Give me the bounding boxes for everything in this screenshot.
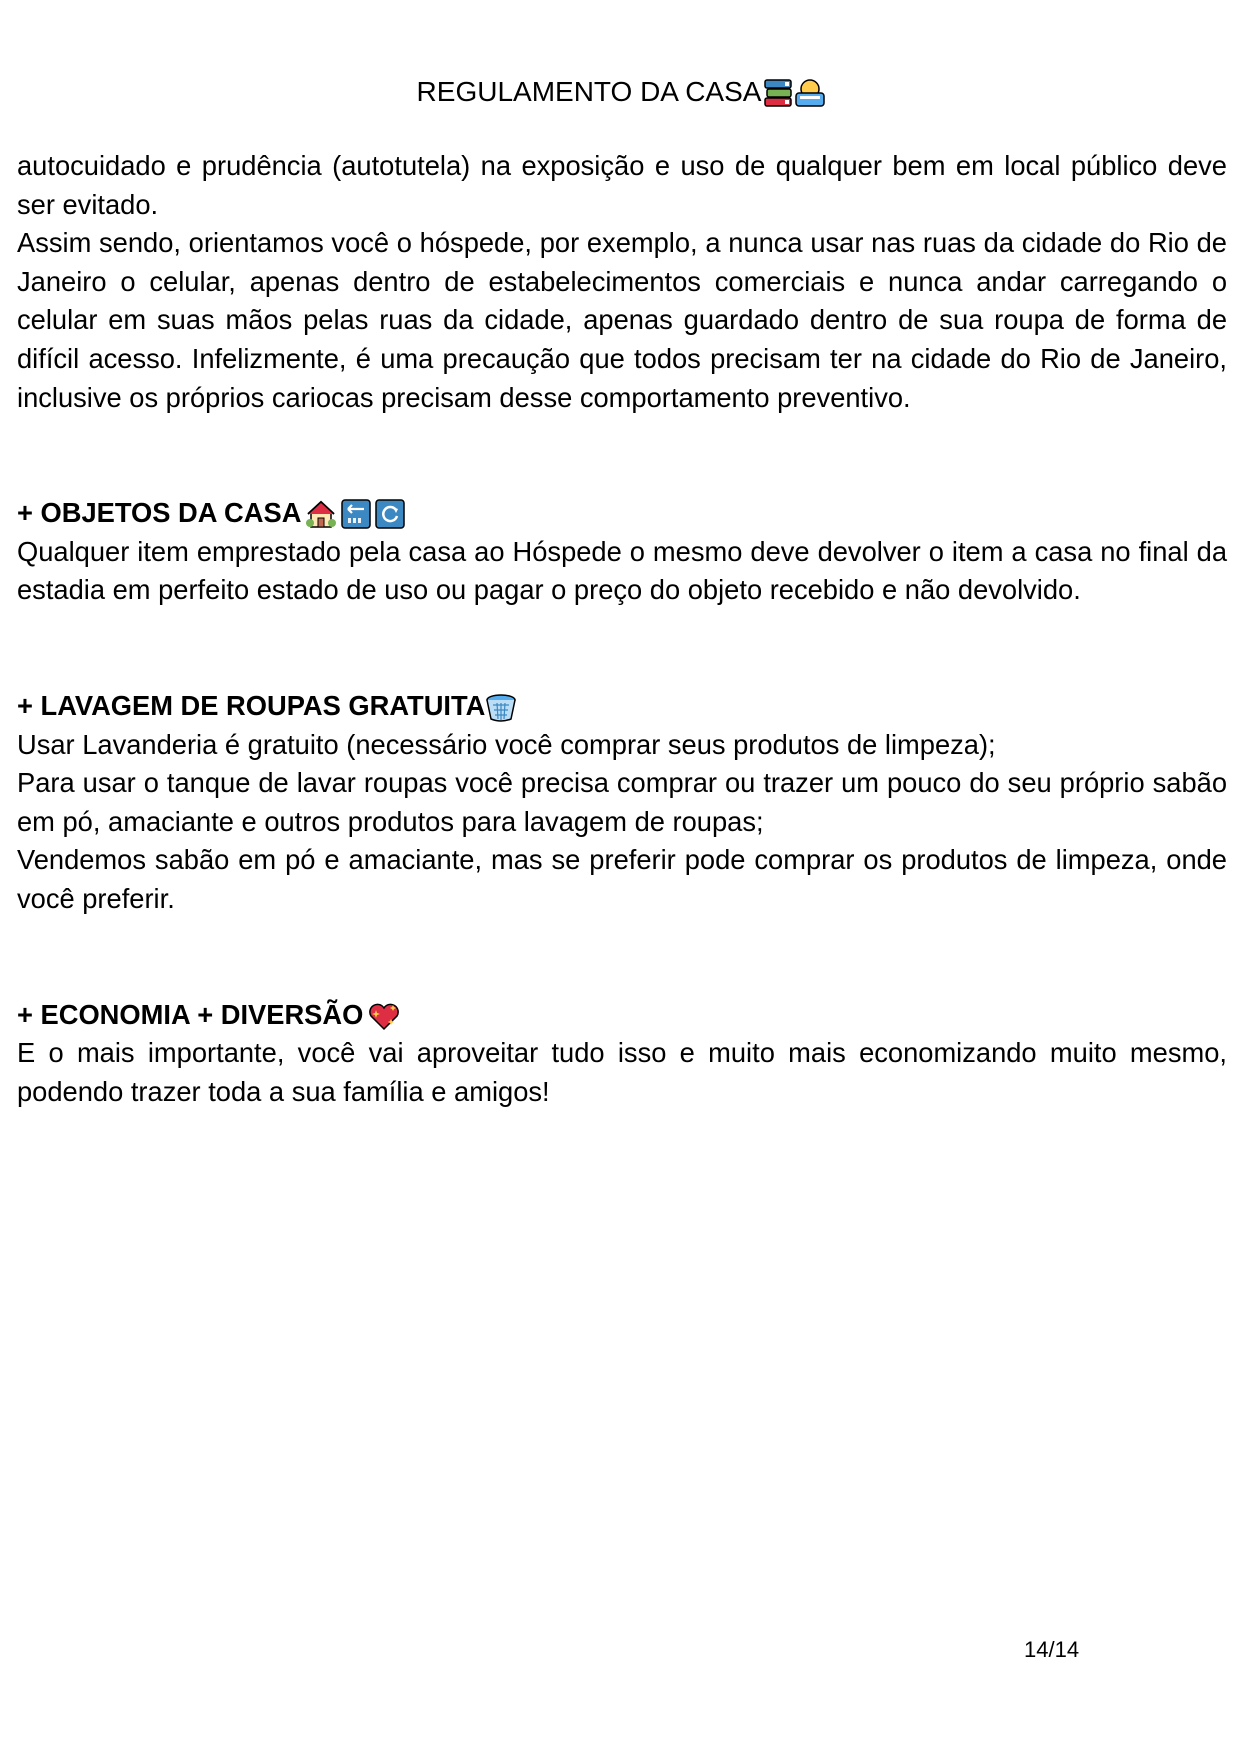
- economia-paragraph: E o mais importante, você vai aproveitar tudo isso e muito mais economizando muito mesmo, podendo trazer toda a sua família e amigos!: [17, 1037, 1227, 1107]
- laundry-basket-icon: [485, 692, 517, 722]
- refresh-icon: [375, 499, 405, 529]
- section-spacer: [17, 919, 1227, 996]
- objetos-paragraph: Qualquer item emprestado pela casa ao Hóspede o mesmo deve devolver o item a casa no final da estadia em perfeito estado de uso ou pagar o preço do objeto recebido e não devolvido.: [17, 535, 1227, 606]
- document-title: REGULAMENTO DA CASA: [416, 76, 762, 107]
- intro-paragraph-1: autocuidado e prudência (autotutela) na exposição e uso de qualquer bem em local público deve ser evitado.: [17, 150, 1227, 220]
- section-heading-objetos: [17, 494, 1227, 533]
- heading-text: + OBJETOS DA CASA: [17, 497, 302, 529]
- heading-text: + ECONOMIA + DIVERSÃO: [17, 998, 364, 1030]
- lavagem-line-3: Vendemos sabão em pó e amaciante, mas se preferir pode comprar os produtos de limpeza, onde você preferir.: [17, 844, 1227, 914]
- page-header: [0, 74, 1242, 110]
- lavagem-line-1: Usar Lavanderia é gratuito (necessário você comprar seus produtos de limpeza);: [17, 728, 996, 760]
- back-arrow-icon: [341, 499, 371, 529]
- page-number: 14/14: [1024, 1637, 1080, 1662]
- section-spacer: [17, 417, 1227, 494]
- house-garden-icon: [305, 499, 337, 529]
- document-body: [17, 147, 1227, 1111]
- lavagem-line-2: Para usar o tanque de lavar roupas você precisa comprar ou trazer um pouco do seu próprio sabão em pó, amaciante e outros produtos para lavagem de roupas;: [17, 767, 1227, 837]
- section-heading-economia: [17, 996, 1227, 1035]
- intro-paragraph-2: Assim sendo, orientamos você o hóspede, por exemplo, a nunca usar nas ruas da cidade do Rio de Janeiro o celular, apenas dentro de estabelecimentos comerciais e nunca andar carregando o celular em suas mãos pelas ruas da cidade, apenas guardado dentro de sua roupa de forma de difícil acesso. Infelizmente, é uma precaução que todos precisam ter na cidade do Rio de Janeiro, inclusive os próprios cariocas precisam desse comportamento preventivo.: [17, 227, 1227, 413]
- section-spacer: [17, 610, 1227, 687]
- sparkling-heart-icon: [367, 1001, 401, 1031]
- heading-text: + LAVAGEM DE ROUPAS GRATUITA: [17, 689, 486, 721]
- section-heading-lavagem: [17, 687, 1227, 726]
- books-icon: [763, 79, 793, 107]
- person-sunrise-icon: [795, 79, 825, 107]
